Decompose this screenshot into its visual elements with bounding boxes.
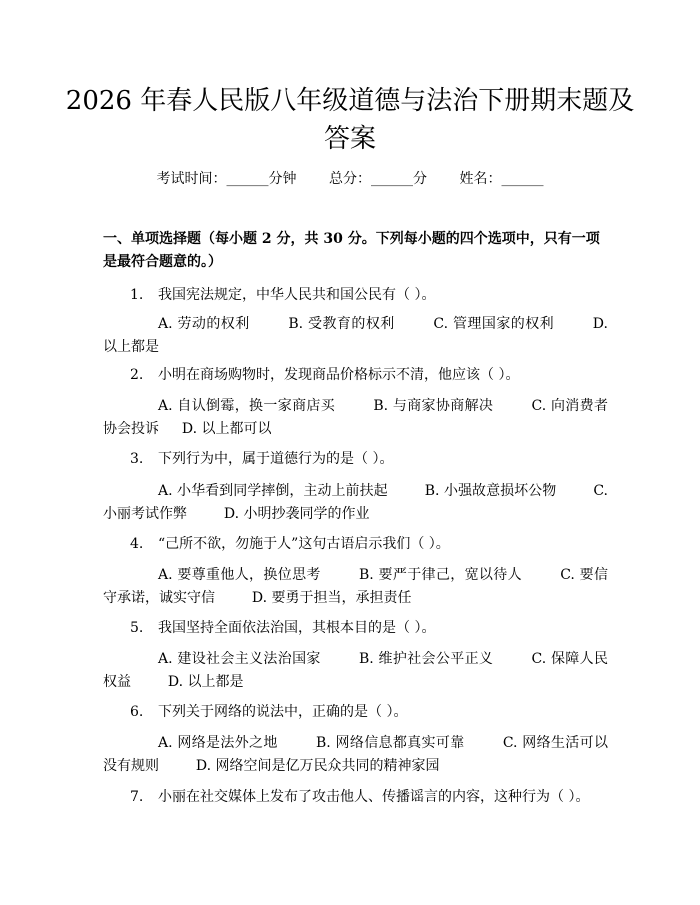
page-title: 2026 年春人民版八年级道德与法治下册期末题及答案	[65, 86, 635, 154]
name-field: 姓名：______	[459, 171, 544, 187]
question-number: 2.	[130, 367, 144, 383]
question-text: 小丽在社交媒体上发布了攻击他人、传播谣言的内容，这种行为（ ）。	[158, 789, 590, 805]
question-1-options: A. 劳动的权利 B. 受教育的权利 C. 管理国家的权利 D. 以上都是	[103, 316, 608, 355]
question-number: 1.	[130, 287, 144, 303]
question-4-options: A. 要尊重他人，换位思考 B. 要严于律己，宽以待人 C. 要信守承诺，诚实守信 D. 要勇于担当，承担责任	[103, 567, 608, 606]
question-text: 我国坚持全面依法治国，其根本目的是（ ）。	[158, 620, 436, 636]
question-5	[130, 617, 610, 640]
question-6	[130, 701, 610, 724]
section-heading: 一、单项选择题（每小题 2 分，共 30 分。下列每小题的四个选项中，只有一项是最符合题意的。）	[103, 231, 600, 270]
question-7	[130, 786, 610, 809]
question-4	[130, 533, 610, 556]
question-text: 我国宪法规定，中华人民共和国公民有（ ）。	[158, 287, 436, 303]
question-6-options: A. 网络是法外之地 B. 网络信息都真实可靠 C. 网络生活可以没有规则 D. 网络空间是亿万民众共同的精神家园	[103, 735, 608, 774]
question-number: 7.	[130, 789, 144, 805]
question-3	[130, 448, 610, 471]
question-number: 3.	[130, 451, 144, 467]
exam-time-field: 考试时间：______分钟	[156, 171, 297, 187]
question-number: 4.	[130, 536, 144, 552]
question-number: 5.	[130, 620, 144, 636]
question-text: “己所不欲，勿施于人”这句古语启示我们（ ）。	[158, 536, 450, 552]
question-2-options: A. 自认倒霉，换一家商店买 B. 与商家协商解决 C. 向消费者协会投诉 D. 以上都可以	[103, 398, 608, 437]
question-number: 6.	[130, 704, 144, 720]
exam-meta	[0, 168, 700, 188]
question-text: 下列行为中，属于道德行为的是（ ）。	[158, 451, 394, 467]
question-5-options: A. 建设社会主义法治国家 B. 维护社会公平正义 C. 保障人民权益 D. 以上都是	[103, 651, 608, 690]
question-1	[130, 284, 610, 307]
question-3-options: A. 小华看到同学摔倒，主动上前扶起 B. 小强故意损坏公物 C. 小丽考试作弊 D. 小明抄袭同学的作业	[103, 483, 608, 522]
total-score-field: 总分：______分	[329, 171, 427, 187]
question-2	[130, 364, 610, 387]
question-text: 下列关于网络的说法中，正确的是（ ）。	[158, 704, 408, 720]
question-text: 小明在商场购物时，发现商品价格标示不清，他应该（ ）。	[158, 367, 520, 383]
